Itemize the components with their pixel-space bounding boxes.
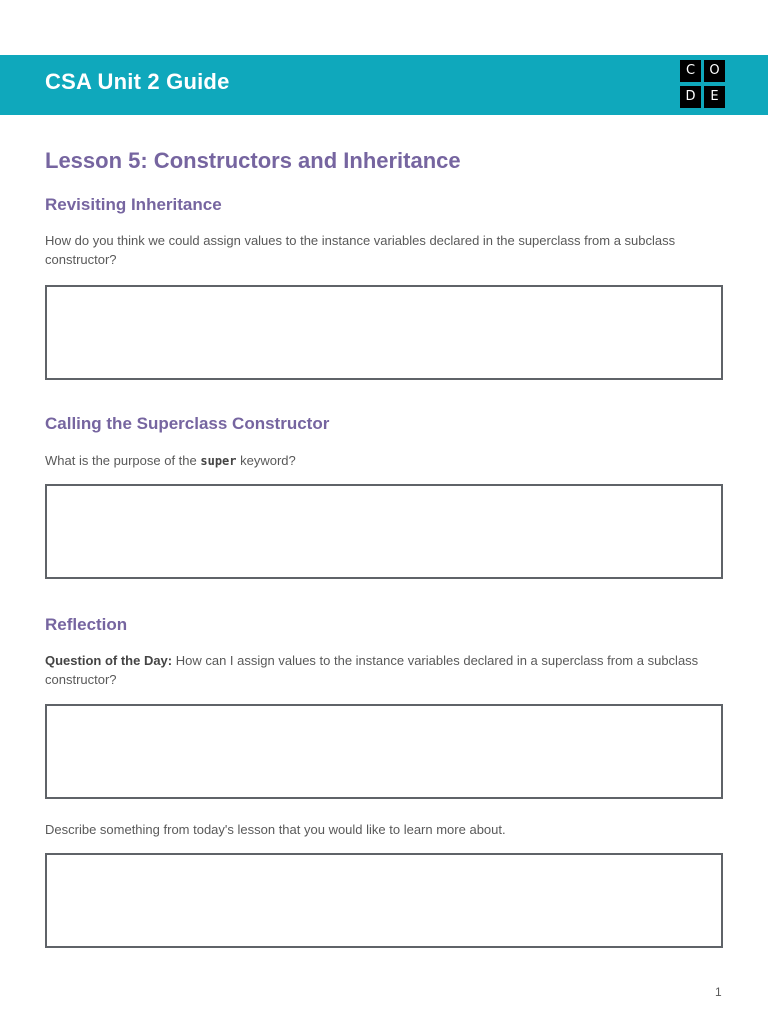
logo-letter-d: D (680, 86, 701, 108)
qotd-label: Question of the Day: (45, 653, 173, 668)
qotd-text: How can I assign values to the instance variables declared in a superclass from a subclass constructor? (45, 653, 699, 687)
revisiting-answer-box[interactable] (45, 285, 723, 380)
lesson-title: Lesson 5: Constructors and Inheritance (45, 148, 461, 173)
calling-prompt-start: What is the purpose of the (45, 453, 201, 468)
calling-prompt (45, 451, 735, 471)
section-heading-revisiting-inheritance: Revisiting Inheritance (45, 195, 222, 214)
calling-answer-box[interactable] (45, 484, 723, 579)
code-logo (680, 60, 725, 108)
revisiting-prompt: How do you think we could assign values to the instance variables declared in the superclass from a subclass constructor? (45, 233, 676, 267)
calling-prompt-end: keyword? (236, 453, 296, 468)
logo-letter-e: E (704, 86, 725, 108)
page-header (0, 55, 768, 115)
question-of-the-day (45, 651, 735, 689)
logo-letter-c: C (680, 60, 701, 82)
logo-letter-o: O (704, 60, 725, 82)
section-heading-calling-superclass: Calling the Superclass Constructor (45, 414, 330, 433)
qotd-answer-box[interactable] (45, 704, 723, 799)
page-number: 1 (715, 985, 722, 999)
section-heading-reflection: Reflection (45, 615, 128, 634)
describe-answer-box[interactable] (45, 853, 723, 948)
describe-prompt: Describe something from today's lesson that you would like to learn more about. (45, 822, 506, 837)
super-keyword-code: super (200, 454, 237, 468)
guide-title: CSA Unit 2 Guide (45, 69, 230, 94)
